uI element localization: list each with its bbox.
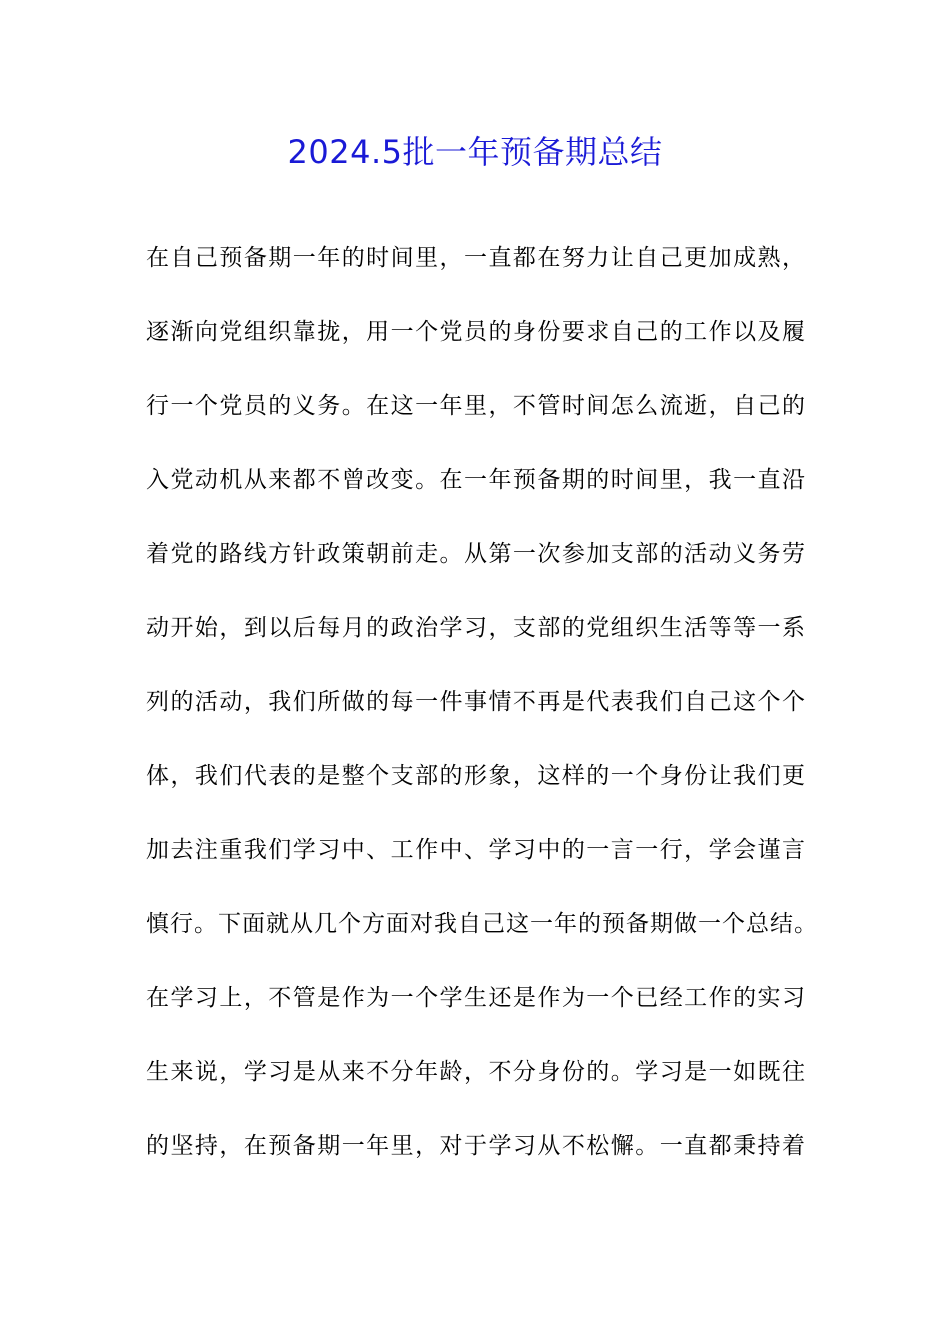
body-line: 动开始，到以后每月的政治学习，支部的党组织生活等等一系 xyxy=(146,615,806,641)
document-title: 2024.5批一年预备期总结 xyxy=(287,133,663,171)
body-line: 列的活动，我们所做的每一件事情不再是代表我们自己这个个 xyxy=(146,689,806,715)
body-line: 体，我们代表的是整个支部的形象，这样的一个身份让我们更 xyxy=(146,763,806,789)
body-line: 在自己预备期一年的时间里，一直都在努力让自己更加成熟， xyxy=(146,245,806,271)
body-line: 入党动机从来都不曾改变。在一年预备期的时间里，我一直沿 xyxy=(146,467,806,493)
document-body xyxy=(146,236,818,1198)
body-line: 着党的路线方针政策朝前走。从第一次参加支部的活动义务劳 xyxy=(146,541,806,567)
body-line: 生来说，学习是从来不分年龄，不分身份的。学习是一如既往 xyxy=(146,1059,806,1085)
body-line: 逐渐向党组织靠拢，用一个党员的身份要求自己的工作以及履 xyxy=(146,319,806,345)
body-line: 慎行。下面就从几个方面对我自己这一年的预备期做一个总结。 xyxy=(146,911,818,937)
body-line: 在学习上，不管是作为一个学生还是作为一个已经工作的实习 xyxy=(146,985,806,1011)
body-line: 加去注重我们学习中、工作中、学习中的一言一行，学会谨言 xyxy=(146,837,806,863)
body-line: 的坚持，在预备期一年里，对于学习从不松懈。一直都秉持着 xyxy=(146,1133,806,1159)
body-line: 行一个党员的义务。在这一年里，不管时间怎么流逝，自己的 xyxy=(146,393,806,419)
